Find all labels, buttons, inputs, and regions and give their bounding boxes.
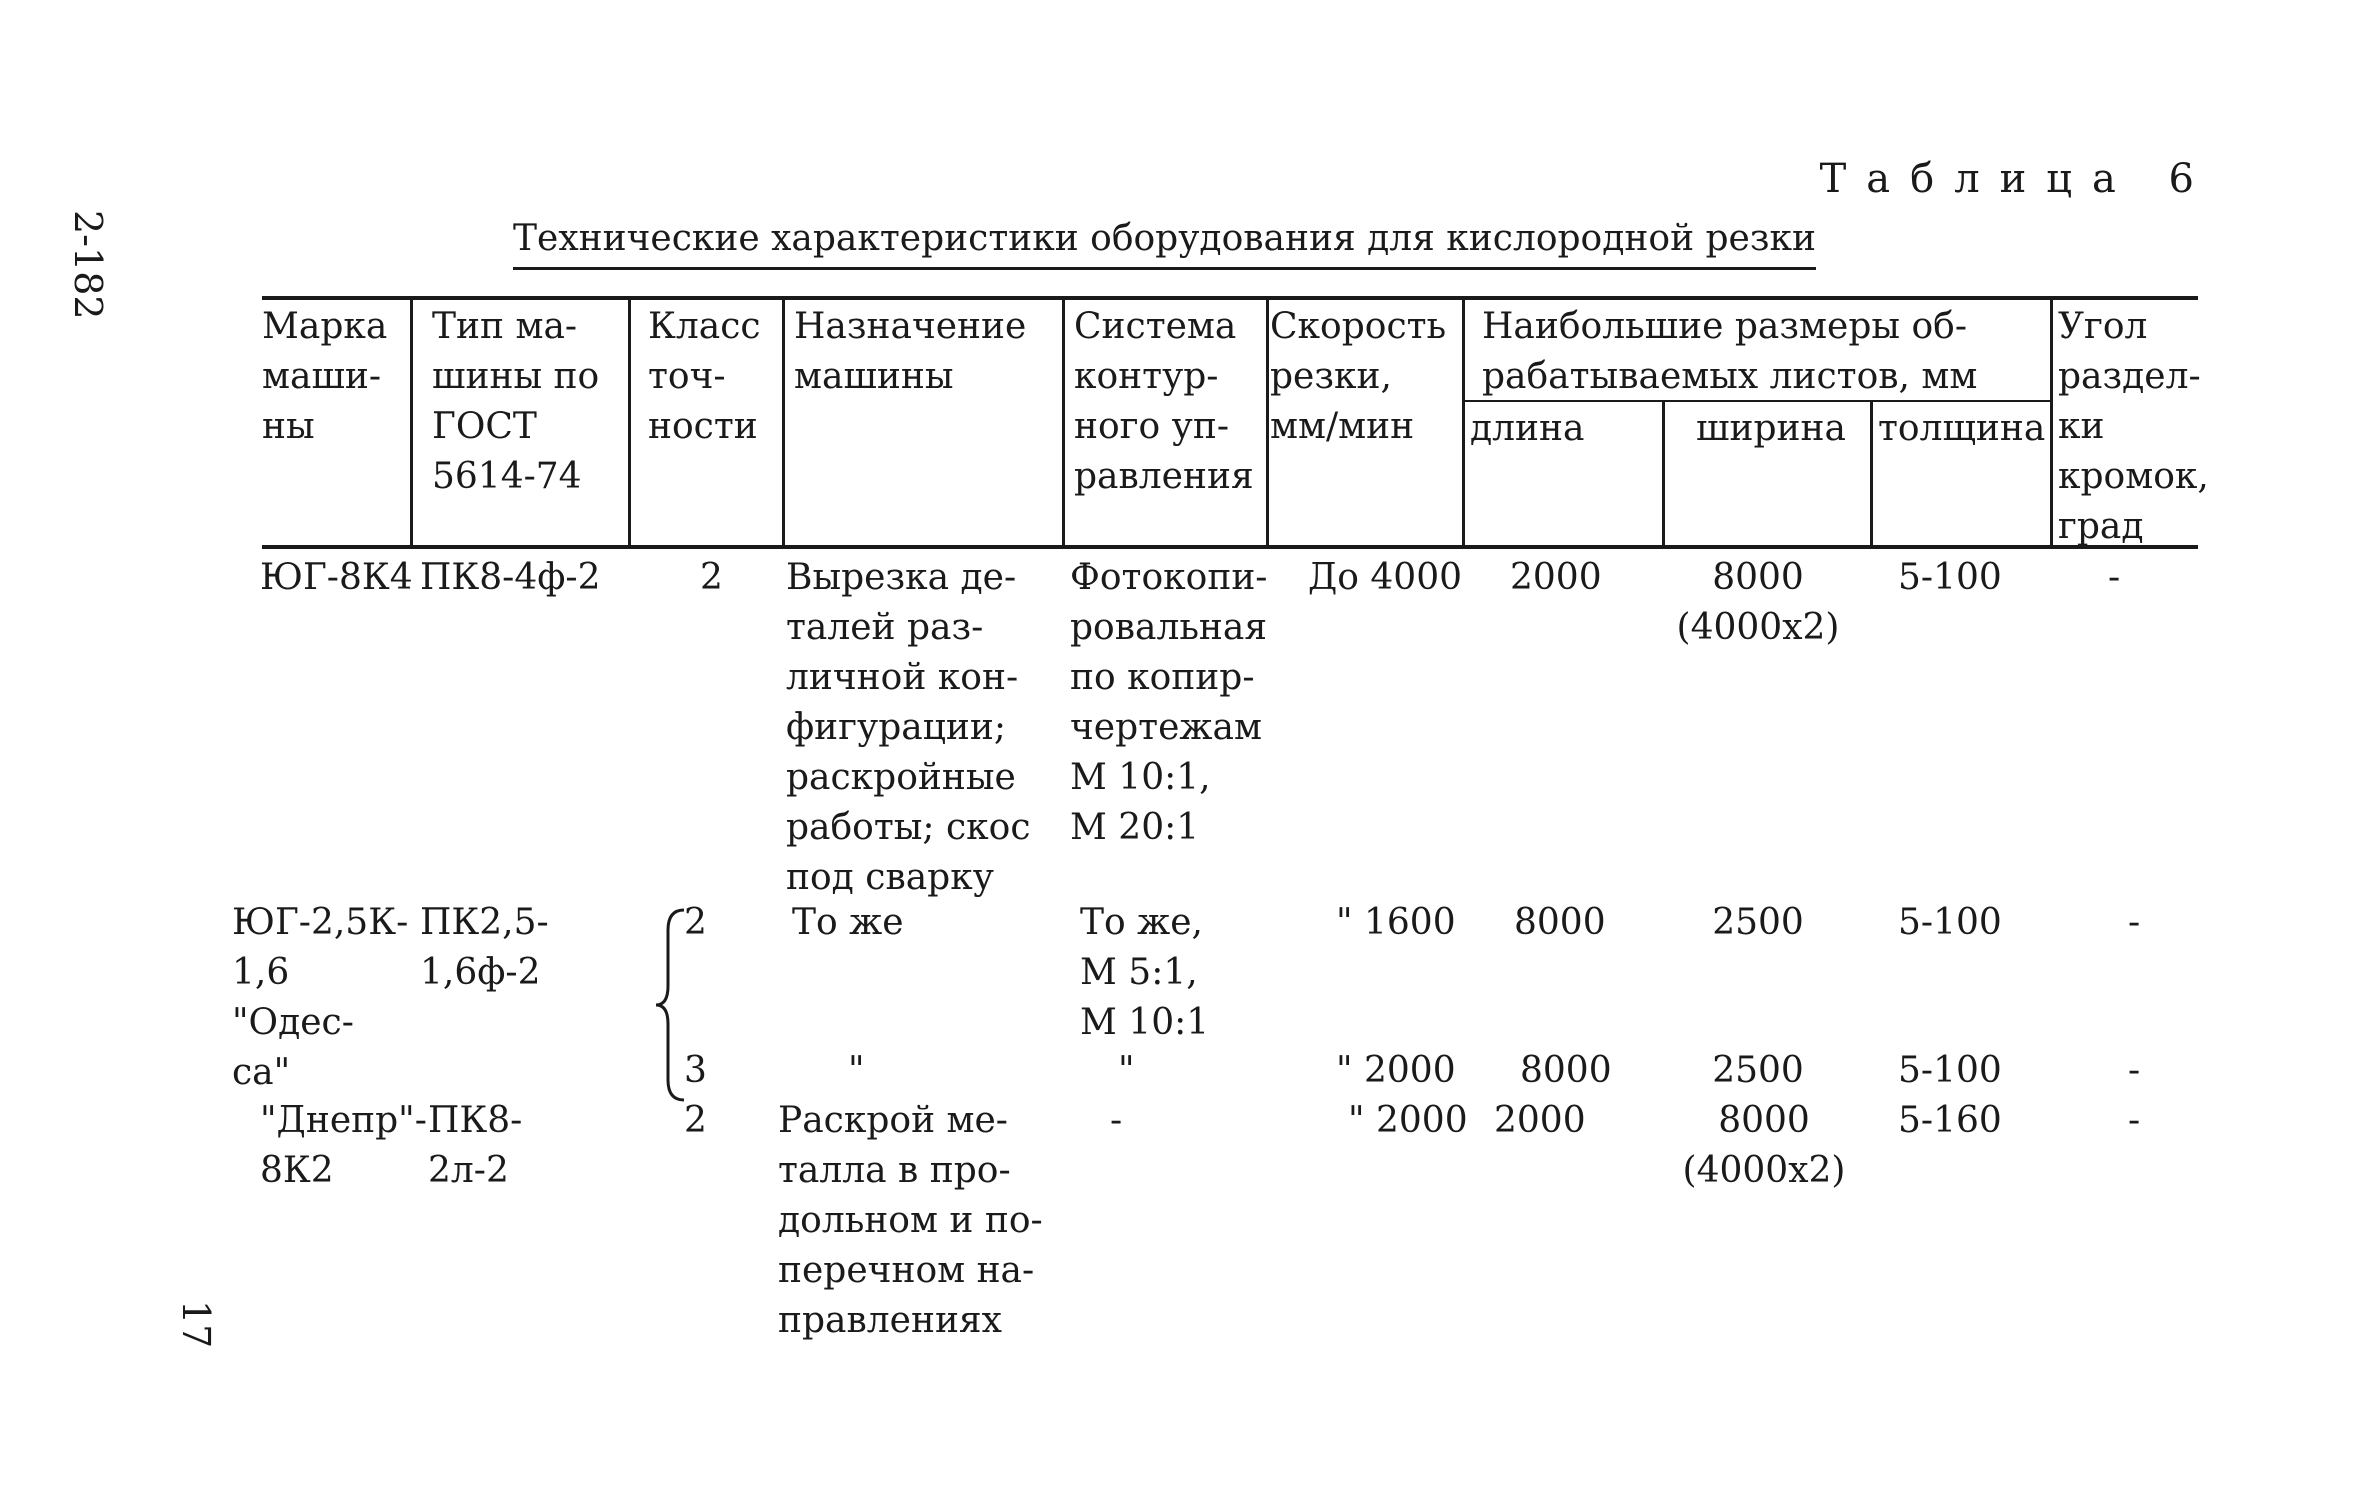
row2-skorost-a: " 1600: [1336, 902, 1456, 943]
col-divider-3: [782, 298, 785, 548]
header-tolshina: толщина: [1878, 408, 2046, 449]
row2-sistema-b: ": [1118, 1050, 1135, 1091]
row3-marka: "Днепр"- 8К2: [260, 1100, 427, 1191]
row2-tip: ПК2,5- 1,6ф-2: [420, 902, 549, 993]
row3-shirina: 8000 (4000x2): [1682, 1100, 1846, 1191]
header-dlina: длина: [1470, 408, 1585, 449]
col-divider-7: [1662, 402, 1665, 548]
row2-sistema-a: То же, М 5:1, М 10:1: [1080, 902, 1210, 1043]
document-code: 2-182: [66, 210, 110, 320]
col-divider-4: [1062, 298, 1065, 548]
table-label: Таблица 6: [1819, 156, 2214, 202]
row2-shirina-b: 2500: [1712, 1050, 1804, 1091]
row1-skorost: До 4000: [1308, 557, 1463, 598]
header-skorost: Скорость резки, мм/мин: [1270, 306, 1447, 447]
row3-sistema: -: [1110, 1100, 1123, 1141]
header-naznachenie: Назначение машины: [794, 306, 1027, 397]
row2-tolshina-a: 5-100: [1898, 902, 2002, 943]
col-divider-1: [410, 298, 413, 548]
row2-marka: ЮГ-2,5К- 1,6 "Одес- са": [232, 902, 409, 1093]
row1-naznachenie: Вырезка де- талей раз- личной кон- фигурации; раскройные работы; скос под сварку: [786, 557, 1031, 898]
header-razmery-group: Наибольшие размеры об- рабатываемых листов, мм: [1482, 306, 1978, 397]
page-number: 17: [174, 1300, 218, 1349]
row2-klass-a: 2: [684, 902, 707, 943]
row2-naznachenie-a: То же: [792, 902, 904, 943]
row3-ugol: -: [2128, 1100, 2141, 1141]
row2-dlina-a: 8000: [1514, 902, 1606, 943]
row1-shirina: 8000 (4000x2): [1676, 557, 1840, 648]
row1-dlina: 2000: [1510, 557, 1602, 598]
col-divider-5: [1266, 298, 1269, 548]
row3-klass: 2: [684, 1100, 707, 1141]
row3-tip: ПК8- 2л-2: [428, 1100, 523, 1191]
col-divider-2: [628, 298, 631, 548]
row1-tip: ПК8-4ф-2: [420, 557, 601, 598]
row3-dlina: 2000: [1494, 1100, 1586, 1141]
row1-klass: 2: [700, 557, 723, 598]
row2-tolshina-b: 5-100: [1898, 1050, 2002, 1091]
table-header-bottom-rule: [262, 545, 2198, 549]
header-ugol: Угол раздел- ки кромок, град: [2058, 306, 2209, 547]
col-divider-9: [2050, 298, 2053, 548]
col-divider-8: [1870, 402, 1873, 548]
table-top-rule: [262, 296, 2198, 300]
header-shirina: ширина: [1696, 408, 1846, 449]
row1-tolshina: 5-100: [1898, 557, 2002, 598]
header-sistema: Система контур- ного уп- равления: [1074, 306, 1254, 497]
row2-ugol-a: -: [2128, 902, 2141, 943]
row1-sistema: Фотокопи- ровальная по копир- чертежам М 10:1, М 20:1: [1070, 557, 1268, 848]
row1-marka: ЮГ-8К4: [260, 557, 413, 598]
row3-tolshina: 5-160: [1898, 1100, 2002, 1141]
row2-dlina-b: 8000: [1520, 1050, 1612, 1091]
table-title: Технические характеристики оборудования для кислородной резки: [513, 218, 1816, 270]
row2-skorost-b: " 2000: [1336, 1050, 1456, 1091]
header-marka: Марка маши- ны: [262, 306, 388, 447]
header-tip: Тип ма- шины по ГОСТ 5614-74: [432, 306, 600, 497]
row2-ugol-b: -: [2128, 1050, 2141, 1091]
row3-skorost: " 2000: [1348, 1100, 1468, 1141]
row1-ugol: -: [2108, 557, 2121, 598]
row3-naznachenie: Раскрой ме- талла в про- дольном и по- перечном на- правлениях: [778, 1100, 1043, 1341]
header-klass: Класс точ- ности: [648, 306, 761, 447]
row2-naznachenie-b: ": [848, 1050, 865, 1091]
row2-shirina-a: 2500: [1712, 902, 1804, 943]
col-divider-6: [1462, 298, 1465, 548]
row2-klass-b: 3: [684, 1050, 707, 1091]
